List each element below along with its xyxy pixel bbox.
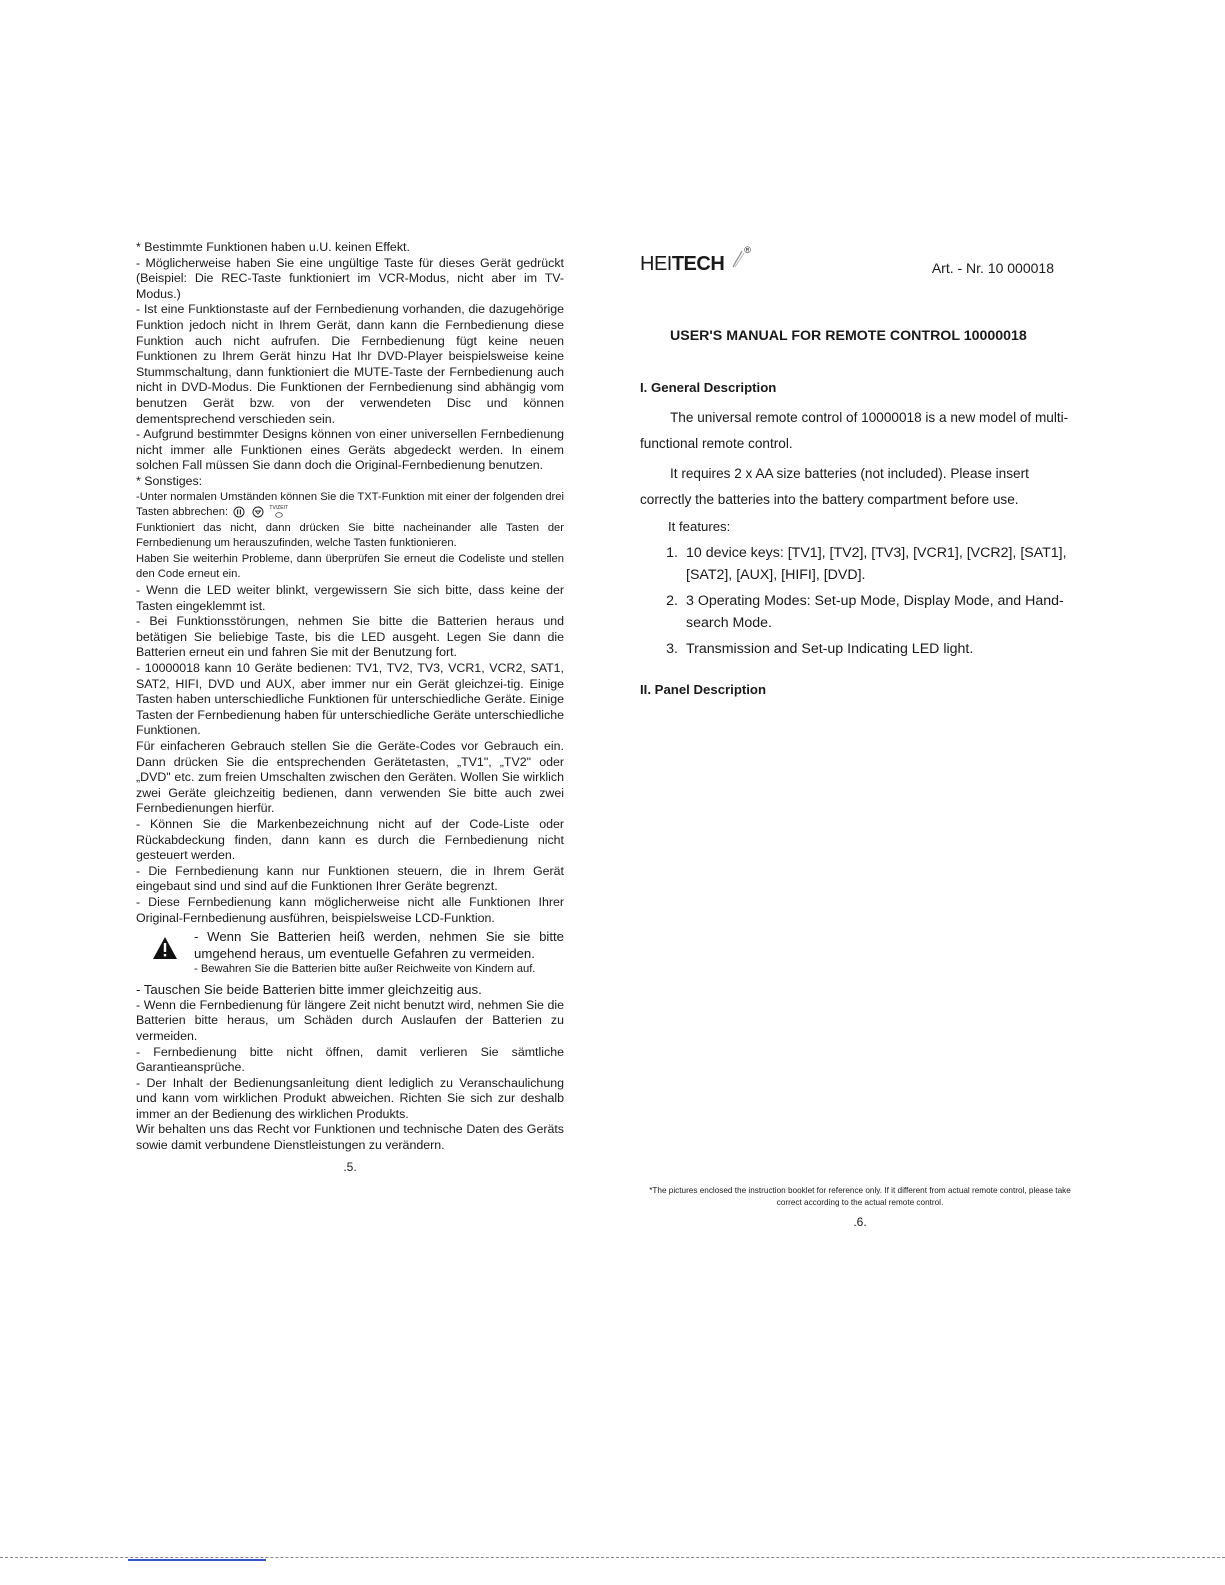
body-paragraph: - Bei Funktionsstörungen, nehmen Sie bitte die Batterien heraus und betätigen Sie beliebige Taste, bis die LED ausgeht. Legen Sie dann die Batterien erneut ein und fahren Sie mit der Benutzung fort. <box>136 614 564 660</box>
tv-txt-button-icon <box>252 506 264 518</box>
brand-tech: TECH <box>671 253 725 275</box>
header-row <box>640 240 1080 276</box>
bottom-link-bar <box>128 1559 266 1561</box>
feature-number: 2. <box>666 593 678 609</box>
feature-item <box>640 638 1080 660</box>
txt-function-line <box>136 490 564 521</box>
body-paragraph: Wir behalten uns das Recht vor Funktionen und technische Daten des Geräts sowie damit verbundene Dienstleistungen zu verändern. <box>136 1122 564 1153</box>
body-paragraph: - Wenn die Fernbedienung für längere Zeit nicht benutzt wird, nehmen Sie die Batterien bitte heraus, um Schäden durch Auslaufen der Batterien zu vermeiden. <box>136 997 564 1043</box>
body-paragraph: - Wenn die LED weiter blinkt, vergewissern Sie sich bitte, dass keine der Tasten eingeklemmt ist. <box>136 583 564 613</box>
battery-warning <box>136 928 564 978</box>
body-paragraph: - Können Sie die Markenbezeichnung nicht auf der Code-Liste oder Rückabdeckung finden, dann kann es durch die Fernbedienung nicht gesteuert werden. <box>136 816 564 863</box>
article-number: Art. - Nr. 10 000018 <box>931 260 1054 276</box>
txt-function-text: -Unter normalen Umständen können Sie die TXT-Funktion mit einer der folgenden drei Tasten abbrechen: <box>136 490 564 519</box>
general-description-heading: I. General Description <box>640 380 777 395</box>
warning-line-2: - Bewahren Sie die Batterien bitte außer Reichweite von Kindern auf. <box>194 963 536 976</box>
body-paragraph: - Fernbedienung bitte nicht öffnen, damit verlieren Sie sämtliche Garantieansprüche. <box>136 1044 564 1075</box>
feature-item <box>640 590 1080 634</box>
panel-image-area <box>640 697 1080 1185</box>
feature-text: Transmission and Set-up Indicating LED light. <box>686 641 974 657</box>
body-paragraph: Für einfacheren Gebrauch stellen Sie die Geräte-Codes vor Gebrauch ein. Dann drücken Sie die entsprechenden Gerätetasten, „TV1", „TV2" oder „DVD" etc. zum freien Umschalten zwischen den Geräten. Wollen Sie wirklich zwei Geräte gleichzeitig bedienen, dann verwenden Sie bitte auch zwei Fernbedienungen hierfür. <box>136 739 564 816</box>
warning-icon-wrap <box>136 928 194 960</box>
registered-mark: ® <box>744 245 751 255</box>
feature-number: 1. <box>666 545 678 561</box>
right-page-number: .6. <box>853 1215 867 1229</box>
feature-text: 10 device keys: [TV1], [TV2], [TV3], [VCR1], [VCR2], [SAT1], [SAT2], [AUX], [HIFI], [DVD]. <box>686 545 1067 583</box>
feature-item <box>640 542 1080 586</box>
brand-hei: HEI <box>640 253 672 275</box>
left-page <box>136 240 564 1174</box>
body-paragraph: - Ist eine Funktionstaste auf der Fernbedienung vorhanden, die dazugehörige Funktion jedoch nicht in Ihrem Gerät, dann kann die Fernbedienung diese Funktion auch nicht aufrufen. Die Fernbedienung fügt keine neuen Funktionen zu Ihrem Gerät hinzu Hat Ihr DVD-Player beispielsweise keine Stummschaltung, dann funktioniert die MUTE-Taste der Fernbedienung auch nicht in DVD-Modus. Die Funktionen der Fernbedienung sind abhängig vom benutzen Gerät bzw. von der verwendeten Disc und können dementsprechend verschieden sein. <box>136 302 564 426</box>
body-paragraph: - Aufgrund bestimmter Designs können von einer universellen Fernbedienung nicht immer alle Funktionen eines Geräts abgedeckt werden. In einem solchen Fall müssen Sie dann doch die Original-Fernbedienung benutzen. <box>136 427 564 473</box>
body-paragraph: * Sonstiges: <box>136 473 203 488</box>
body-paragraph: * Bestimmte Funktionen haben u.U. keinen Effekt. <box>136 240 410 254</box>
left-paragraph-group-3 <box>136 981 564 1154</box>
body-paragraph: - Die Fernbedienung kann nur Funktionen steuern, die in Ihrem Gerät eingebaut sind und sind auf die Funktionen Ihrer Geräte begrenzt. <box>136 863 564 894</box>
warning-text <box>194 928 564 978</box>
footnote: *The pictures enclosed the instruction booklet for reference only. If it different from actual remote control, please take correct according to the actual remote control. <box>649 1186 1071 1207</box>
body-paragraph: - Diese Fernbedienung kann möglicherweise nicht alle Funktionen Ihrer Original-Fernbedienung ausführen, beispielsweise LCD-Funktion. <box>136 894 564 925</box>
left-paragraph-group-1 <box>136 240 564 490</box>
body-paragraph: - Möglicherweise haben Sie eine ungültige Taste für dieses Gerät gedrückt (Beispiel: Die REC-Taste funktioniert im VCR-Modus, nicht aber im TV-Modus.) <box>136 255 564 301</box>
body-paragraph: - Tauschen Sie beide Batterien bitte immer gleichzeitig aus. <box>136 981 482 997</box>
body-paragraph: Haben Sie weiterhin Probleme, dann überprüfen Sie erneut die Codeliste und stellen den Code erneut ein. <box>136 552 564 581</box>
tv-zeit-label: TV/ZEIT <box>269 504 289 511</box>
manual-title: USER'S MANUAL FOR REMOTE CONTROL 10000018 <box>670 328 1027 344</box>
feature-text: 3 Operating Modes: Set-up Mode, Display Mode, and Hand-search Mode. <box>686 593 1064 631</box>
left-page-number: .5. <box>343 1159 357 1174</box>
general-description-p1: The universal remote control of 10000018 is a new model of multi-functional remote control. <box>640 410 1069 451</box>
warning-triangle-icon <box>152 936 178 960</box>
body-paragraph: Funktioniert das nicht, dann drücken Sie bitte nacheinander alle Tasten der Fernbedienung um herauszufinden, welche Tasten funktionieren. <box>136 521 564 550</box>
body-paragraph: - 10000018 kann 10 Geräte bedienen: TV1, TV2, TV3, VCR1, VCR2, SAT1, SAT2, HIFI, DVD und AUX, aber immer nur ein Gerät gleichzei-tig. Einige Tasten haben unterschiedliche Funktionen für unterschiedliche Geräte. Einige Tasten der Fernbedienung haben für unterschiedliche Geräte unterschiedliche Funktionen. <box>136 661 564 738</box>
tv-zeit-button-icon <box>273 511 285 519</box>
body-paragraph: - Der Inhalt der Bedienungsanleitung dient lediglich zu Veranschaulichung und kann vom wirklichen Produkt abweichen. Richten Sie sich zur deshalb immer an der Bedienung des wirklichen Produkts. <box>136 1075 564 1121</box>
general-description-p2: It requires 2 x AA size batteries (not included). Please insert correctly the batteries into the battery compartment before use. <box>640 466 1029 507</box>
warning-line-1: - Wenn Sie Batterien heiß werden, nehmen Sie sie bitte umgehend heraus, um eventuelle Gefahren zu vermeiden. <box>194 929 564 962</box>
tv-zeit-button <box>269 506 288 519</box>
bottom-dashed-rule <box>0 1557 1225 1558</box>
feature-number: 3. <box>666 641 678 657</box>
left-paragraph-group-2 <box>136 521 564 926</box>
features-label: It features: <box>668 519 731 534</box>
right-page <box>640 240 1080 1229</box>
heitech-logo <box>640 245 751 276</box>
panel-description-heading: II. Panel Description <box>640 682 767 697</box>
pause-button-icon <box>233 506 245 518</box>
feature-list <box>640 542 1080 660</box>
